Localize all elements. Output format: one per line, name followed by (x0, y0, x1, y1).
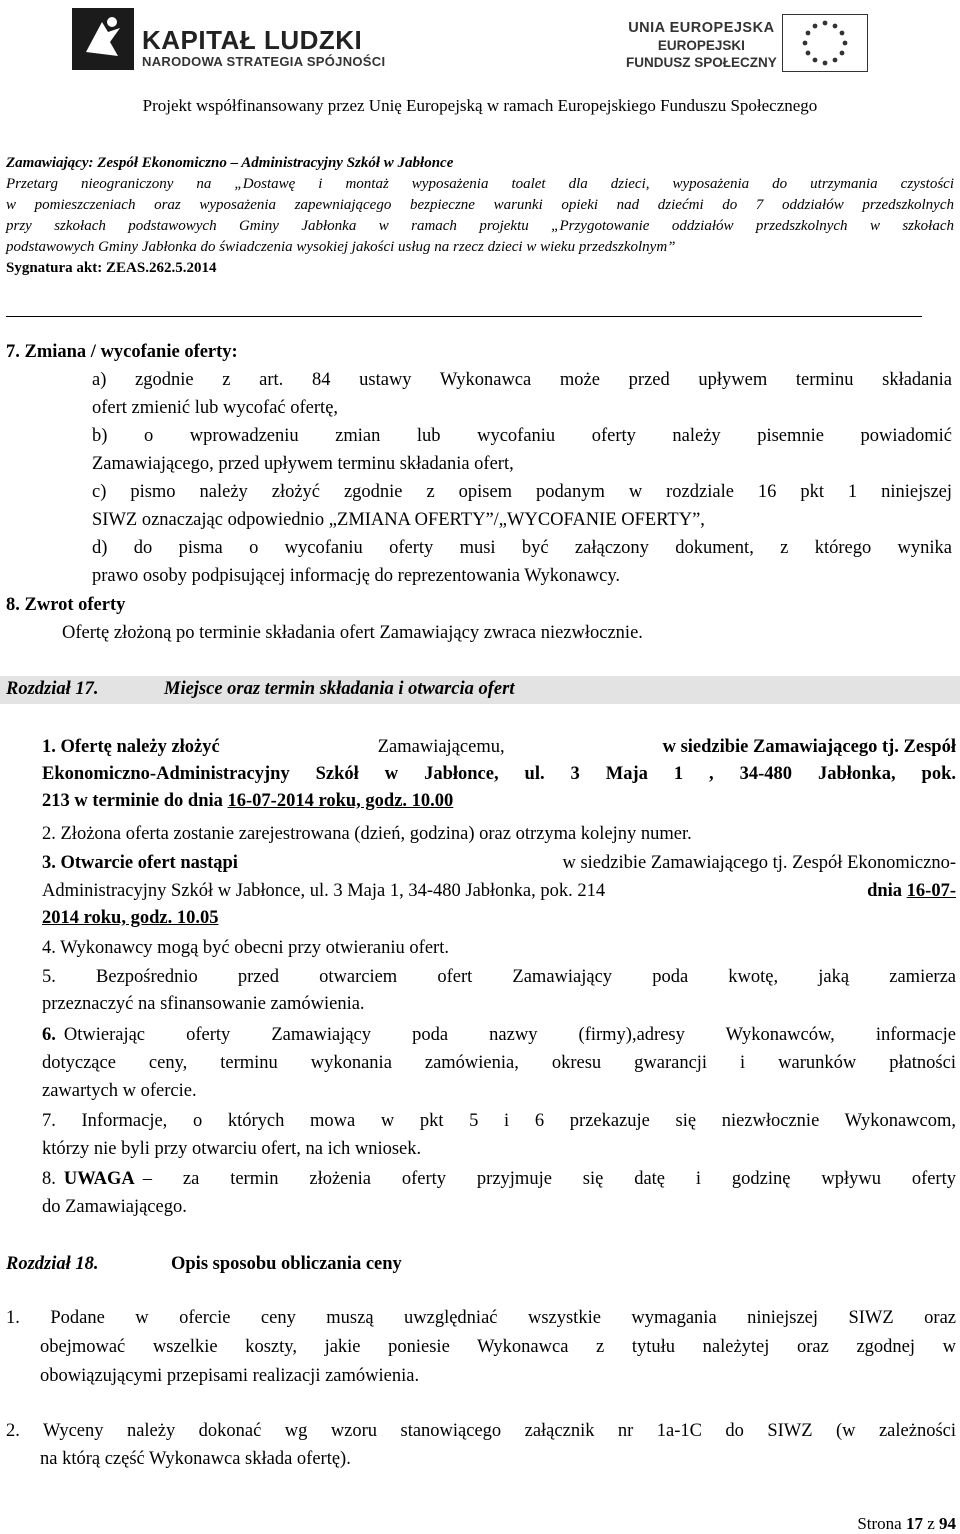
chapter-17-item-1 (42, 737, 956, 758)
contracting-authority: Zamawiający: Zespół Ekonomiczno – Administracyjny Szkół w Jabłonce (6, 155, 454, 171)
eu-logo-line3: FUNDUSZ SPOŁECZNY (626, 55, 777, 70)
item-3-date-start: 16-07- (906, 881, 956, 901)
section-7-item-c-cont: SIWZ oznaczając odpowiednio „ZMIANA OFERTY”/„WYCOFANIE OFERTY”, (92, 510, 705, 530)
section-7-title: 7. Zmiana / wycofanie oferty: (6, 342, 238, 362)
item-1-location: w siedzibie Zamawiającego tj. Zespół (662, 737, 956, 757)
chapter-18-item-2: 2. Wyceny należy dokonać wg wzoru stanowiącego załącznik nr 1a-1C do SIWZ (w zależności (6, 1421, 956, 1441)
chapter-17-item-8-cont: do Zamawiającego. (42, 1197, 187, 1217)
chapter-18-item-1: 1. Podane w ofercie ceny muszą uwzględniać wszystkie wymagania niniejszej SIWZ oraz (6, 1308, 956, 1328)
chapter-17-item-6-cont: dotyczące ceny, terminu wykonania zamówienia, okresu gwarancji i warunków płatności (42, 1053, 956, 1073)
section-7-item-b-cont: Zamawiającego, przed upływem terminu składania ofert, (92, 454, 514, 474)
chapter-17-title: Miejsce oraz termin składania i otwarcia ofert (164, 679, 515, 699)
chapter-17-item-5-cont: przeznaczyć na sfinansowanie zamówienia. (42, 994, 365, 1014)
chapter-17-item-3 (42, 853, 956, 874)
chapter-17-item-8 (42, 1169, 956, 1190)
kapital-ludzki-logo (142, 26, 385, 69)
tender-line: przy szkołach podstawowych Gminy Jabłonka w ramach projektu „Przygotowanie oddziałów przedszkolnych w szkołach (6, 218, 954, 234)
eu-logo-line2: EUROPEJSKI (657, 38, 745, 53)
section-7-item-a: a) zgodnie z art. 84 ustawy Wykonawca może przed upływem terminu składania (92, 370, 952, 390)
page-of: z (922, 1514, 939, 1533)
eu-flag-icon (782, 14, 868, 72)
tender-line: podstawowych Gminy Jabłonka do świadczenia wysokiej jakości usług na rzecz dzieci w wieku przedszkolnym” (6, 239, 676, 255)
kapital-ludzki-logo-icon (72, 8, 134, 70)
deadline-lead: 213 w terminie do dnia (42, 791, 228, 811)
header-logos (0, 0, 960, 92)
item-8-number: 8. (42, 1169, 56, 1189)
chapter-17-item-1-deadline (42, 791, 453, 812)
chapter-17-label: Rozdział 17. (6, 679, 99, 699)
chapter-17-item-7: 7. Informacje, o których mowa w pkt 5 i 6 przekazuje się niezwłocznie Wykonawcom, (42, 1111, 956, 1131)
section-8-title: 8. Zwrot oferty (6, 595, 126, 615)
tender-line: w pomieszczeniach oraz wyposażenia zapewniającego bezpieczne warunki opieki nad dziećmi do 7 oddziałów przedszkolnych (6, 197, 954, 213)
section-8-text: Ofertę złożoną po terminie składania ofert Zamawiający zwraca niezwłocznie. (62, 623, 643, 643)
kapital-logo-subtitle: NARODOWA STRATEGIA SPÓJNOŚCI (142, 54, 386, 69)
item-1-number: 1. (42, 737, 56, 757)
chapter-17-item-1-address: Ekonomiczno-Administracyjny Szkół w Jabłonce, ul. 3 Maja 1 , 34-480 Jabłonka, pok. (42, 764, 956, 784)
chapter-18-item-1-cont2: obowiązującymi przepisami realizacji zamówienia. (40, 1366, 420, 1386)
chapter-18-title: Opis sposobu obliczania ceny (171, 1254, 402, 1274)
item-1-recipient: Zamawiającemu, (377, 737, 505, 757)
section-7-item-a-cont: ofert zmienić lub wycofać ofertę, (92, 398, 339, 418)
tender-line: Przetarg nieograniczony na „Dostawę i montaż wyposażenia toalet dla dzieci, wyposażenia do utrzymania czystości (6, 176, 954, 192)
case-signature: Sygnatura akt: ZEAS.262.5.2014 (6, 260, 217, 276)
chapter-17-item-3-datetime: 2014 roku, godz. 10.05 (42, 908, 219, 928)
chapter-17-item-3-address (42, 881, 956, 902)
eu-logo-text (626, 20, 777, 71)
item-8-text: – za termin złożenia oferty przyjmuje się datę i godzinę wpływu oferty (142, 1169, 956, 1189)
item-3-address: Administracyjny Szkół w Jabłonce, ul. 3 Maja 1, 34-480 Jabłonka, pok. 214 (42, 881, 606, 901)
item-3-location: w siedzibie Zamawiającego tj. Zespół Ekonomiczno- (562, 853, 956, 873)
item-6-text: Otwierając oferty Zamawiający poda nazwy (firmy),adresy Wykonawców, informacje (63, 1025, 956, 1045)
chapter-18-item-2-cont: na którą część Wykonawca składa ofertę). (40, 1449, 351, 1469)
document-header (6, 153, 954, 279)
section-7-item-b: b) o wprowadzeniu zmian lub wycofaniu oferty należy pisemnie powiadomić (92, 426, 952, 446)
chapter-17-item-6-cont2: zawartych w ofercie. (42, 1081, 197, 1101)
chapter-18-item-1-cont: obejmować wszelkie koszty, jakie poniesie Wykonawca z tytułu należytej oraz zgodnej w (40, 1337, 956, 1357)
kapital-logo-title: KAPITAŁ LUDZKI (142, 25, 363, 55)
page-current: 17 (905, 1514, 923, 1533)
chapter-17-item-2: 2. Złożona oferta zostanie zarejestrowana (dzień, godzina) oraz otrzyma kolejny numer. (42, 824, 692, 844)
page-number (857, 1514, 956, 1534)
chapter-17-item-6 (42, 1025, 956, 1046)
item-3-number: 3. (42, 853, 56, 873)
deadline-date: 16-07-2014 roku, godz. 10.00 (227, 791, 454, 811)
eu-logo-line1: UNIA EUROPEJSKA (628, 20, 775, 36)
chapter-17-item-7-cont: którzy nie byli przy otwarciu ofert, na ich wniosek. (42, 1139, 422, 1159)
section-7-item-c: c) pismo należy złożyć zgodnie z opisem podanym w rozdziale 16 pkt 1 niniejszej (92, 482, 952, 502)
cofinancing-note: Projekt współfinansowany przez Unię Europejską w ramach Europejskiego Funduszu Społecznego (142, 96, 818, 115)
item-1-bold-lead: Ofertę należy złożyć (60, 737, 220, 757)
chapter-18-label: Rozdział 18. (6, 1254, 99, 1274)
item-8-warning: UWAGA (63, 1169, 135, 1189)
item-3-date-label: dnia (867, 881, 903, 901)
chapter-17-item-5: 5. Bezpośrednio przed otwarciem ofert Zamawiający poda kwotę, jaką zamierza (42, 967, 956, 987)
section-7-item-d-cont: prawo osoby podpisującej informację do reprezentowania Wykonawcy. (92, 566, 621, 586)
page-total: 94 (939, 1514, 956, 1533)
item-3-bold-lead: Otwarcie ofert nastąpi (60, 853, 238, 873)
item-6-number: 6. (42, 1025, 56, 1045)
header-divider (6, 316, 922, 317)
section-7-item-d: d) do pisma o wycofaniu oferty musi być załączony dokument, z którego wynika (92, 538, 952, 558)
chapter-17-item-4: 4. Wykonawcy mogą być obecni przy otwieraniu ofert. (42, 938, 449, 958)
page-label: Strona (857, 1514, 906, 1533)
